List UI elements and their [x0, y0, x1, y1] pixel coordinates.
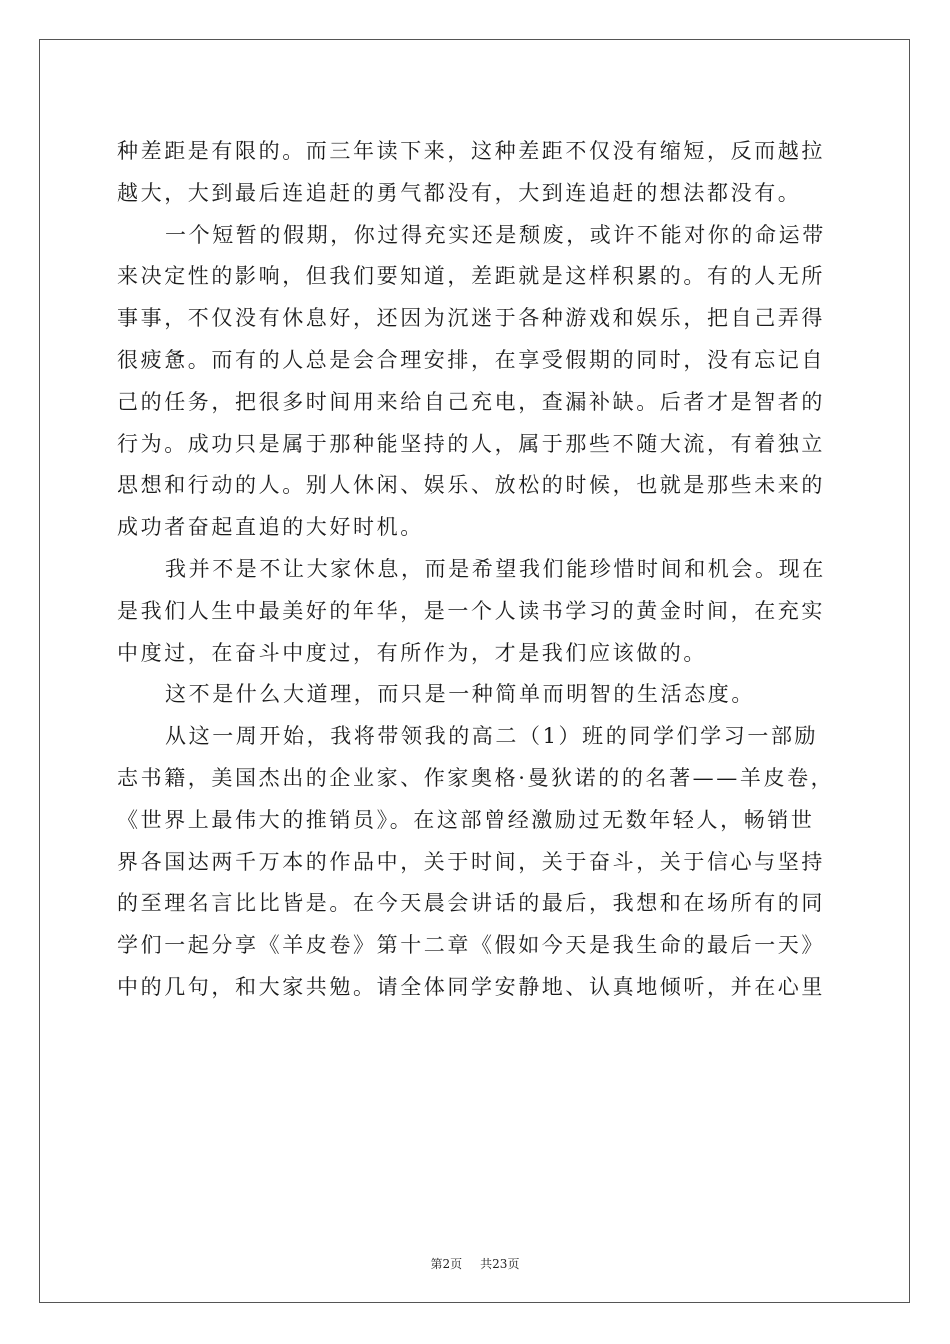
- text-line: 这不是什么大道理，而只是一种简单而明智的生活态度。: [165, 682, 755, 707]
- text-line: 中度过，在奋斗中度过，有所作为，才是我们应该做的。: [117, 640, 707, 665]
- text-line: 思想和行动的人。别人休闲、娱乐、放松的时候，也就是那些未来的: [117, 473, 825, 498]
- text-line: 事事，不仅没有休息好，还因为沉迷于各种游戏和娱乐，把自己弄得: [117, 306, 825, 331]
- page-number: 第2页: [430, 1257, 463, 1271]
- text-line: 界各国达两千万本的作品中，关于时间，关于奋斗，关于信心与坚持: [117, 849, 825, 874]
- text-line: 很疲惫。而有的人总是会合理安排，在享受假期的同时，没有忘记自: [117, 347, 825, 372]
- text-line: 成功者奋起直追的大好时机。: [117, 515, 424, 540]
- text-line: 从这一周开始，我将带领我的高二（1）班的同学们学习一部励: [165, 724, 819, 749]
- page-total: 共23页: [480, 1257, 520, 1271]
- page-footer: [0, 1255, 950, 1272]
- text-line: 学们一起分享《羊皮卷》第十二章《假如今天是我生命的最后一天》: [117, 933, 825, 958]
- text-line: 志书籍，美国杰出的企业家、作家奥格·曼狄诺的的名著——羊皮卷，: [117, 765, 835, 790]
- text-line: 是我们人生中最美好的年华，是一个人读书学习的黄金时间，在充实: [117, 598, 825, 623]
- text-line: 《世界上最伟大的推销员》。在这部曾经激励过无数年轻人，畅销世: [117, 807, 815, 832]
- text-line: 我并不是不让大家休息，而是希望我们能珍惜时间和机会。现在: [165, 556, 826, 581]
- text-line: 己的任务，把很多时间用来给自己充电，查漏补缺。后者才是智者的: [117, 389, 825, 414]
- text-line: 的至理名言比比皆是。在今天晨会讲话的最后，我想和在场所有的同: [117, 891, 825, 916]
- text-line: 越大，大到最后连追赶的勇气都没有，大到连追赶的想法都没有。: [117, 180, 802, 205]
- text-line: 中的几句，和大家共勉。请全体同学安静地、认真地倾听，并在心里: [117, 974, 825, 999]
- text-line: 行为。成功只是属于那种能坚持的人，属于那些不随大流，有着独立: [117, 431, 825, 456]
- text-line: 一个短暂的假期，你过得充实还是颓废，或许不能对你的命运带: [165, 222, 826, 247]
- text-line: 种差距是有限的。而三年读下来，这种差距不仅没有缩短，反而越拉: [117, 139, 825, 163]
- document-body: [117, 131, 837, 1009]
- text-line: 来决定性的影响，但我们要知道，差距就是这样积累的。有的人无所: [117, 264, 825, 289]
